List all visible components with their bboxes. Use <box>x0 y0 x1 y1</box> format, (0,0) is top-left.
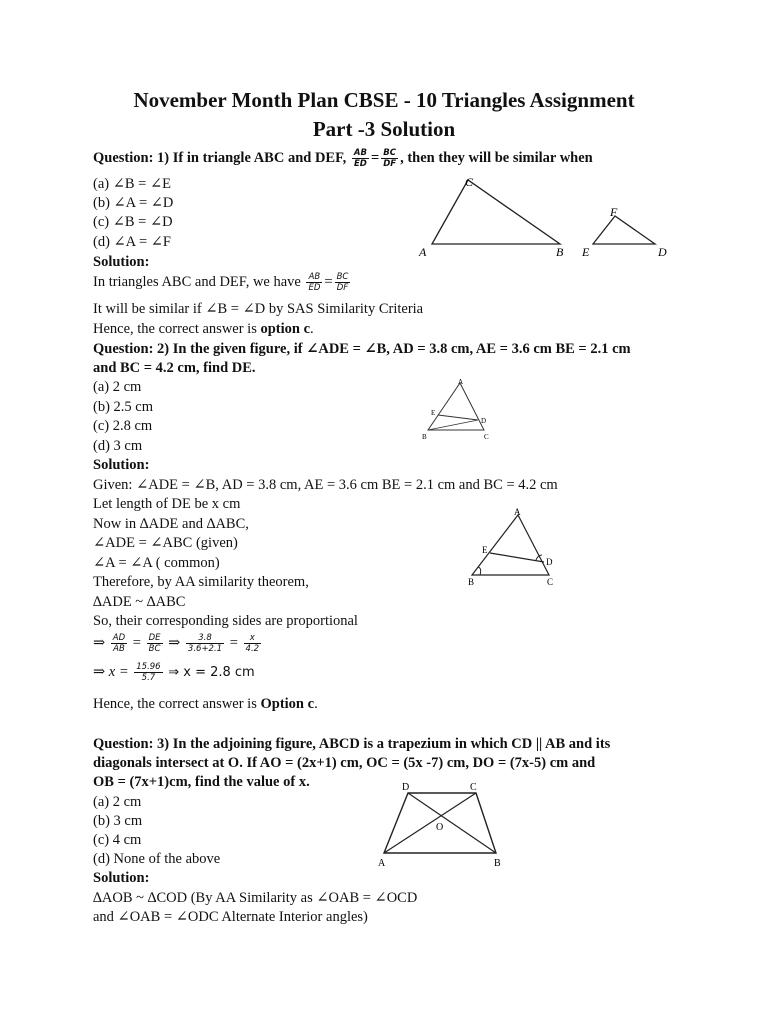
q1-solution-line2: It will be similar if ∠B = ∠D by SAS Similarity Criteria <box>93 301 424 317</box>
page-subtitle: Part -3 Solution <box>312 117 456 141</box>
svg-text:A: A <box>458 378 464 386</box>
svg-text:A: A <box>514 507 521 517</box>
q2-ratio-line: ⇒ $\frac{AD}{AB}$ = $\frac{DE}{BC}$ ⇒ $\frac{3.8}{3.6+2.1}$ = $\frac{x}{4.2}$ <box>93 633 260 654</box>
q1-frac-ab-ed: $\frac{AB}{ED}$ <box>353 148 367 169</box>
q3-question-line1: Question: 3) In the adjoining figure, ABCD is a trapezium in which CD || AB and its <box>93 736 611 752</box>
q1-triangles-figure <box>410 172 675 262</box>
q2-step-6: ∆ADE ~ ∆ABC <box>93 594 186 610</box>
q1-solution-line1: In triangles ABC and DEF, we have $\frac{AB}{ED}$ = $\frac{BC}{DF}$ <box>93 272 349 293</box>
svg-text:C: C <box>547 577 554 587</box>
q3-question-line3: OB = (7x+1)cm, find the value of x. <box>93 774 310 790</box>
svg-text:D: D <box>546 557 553 567</box>
svg-text:D: D <box>481 417 487 425</box>
page-title: November Month Plan CBSE - 10 Triangles Assignment <box>133 88 635 112</box>
q2-option-b: (b) 2.5 cm <box>93 399 153 415</box>
triangle-abc-small <box>428 383 487 430</box>
q3-option-c: (c) 4 cm <box>93 832 142 848</box>
svg-text:B: B <box>494 858 501 869</box>
q1-frac-bc-df: $\frac{BC}{DF}$ <box>383 148 397 169</box>
q1-option-d: (d) ∠A = ∠F <box>93 234 171 250</box>
q2-small-figure <box>418 375 498 445</box>
angle-b-arc <box>478 567 481 575</box>
q1-option-b: (b) ∠A = ∠D <box>93 195 174 211</box>
q2-step-1: Let length of DE be x cm <box>93 496 241 512</box>
q2-step-2: Now in ∆ADE and ∆ABC, <box>93 516 249 532</box>
q3-solution-line2: and ∠OAB = ∠ODC Alternate Interior angles) <box>93 909 368 925</box>
q3-solution-label: Solution: <box>93 870 150 886</box>
q2-result-line: ⇒ x = $\frac{15.96}{5.7}$ ⇒ x = 2.8 cm <box>93 662 255 683</box>
q3-option-d: (d) None of the above <box>93 851 221 867</box>
label-b: B <box>556 245 564 259</box>
q2-step-3: ∠ADE = ∠ABC (given) <box>93 535 238 551</box>
label-a: A <box>419 245 427 259</box>
label-d: D <box>658 245 667 259</box>
q2-question-line1: Question: 2) In the given figure, if ∠ADE = ∠B, AD = 3.8 cm, AE = 3.6 cm BE = 2.1 cm <box>93 341 631 357</box>
q2-given: Given: ∠ADE = ∠B, AD = 3.8 cm, AE = 3.6 cm BE = 2.1 cm and BC = 4.2 cm <box>93 477 558 493</box>
segment-de-large <box>490 553 544 562</box>
q2-step-4: ∠A = ∠A ( common) <box>93 555 220 571</box>
label-f: F <box>610 205 618 219</box>
svg-text:E: E <box>482 545 488 555</box>
q3-solution-line1: ∆AOB ~ ∆COD (By AA Similarity as ∠OAB = ∠OCD <box>93 890 418 906</box>
q3-trapezium-figure <box>372 780 512 872</box>
svg-text:E: E <box>431 409 436 417</box>
q2-step-7: So, their corresponding sides are proportional <box>93 613 358 629</box>
svg-text:C: C <box>484 433 489 441</box>
label-c: C <box>465 175 474 189</box>
diagonal-bd <box>408 793 496 853</box>
q2-step-5: Therefore, by AA similarity theorem, <box>93 574 309 590</box>
q1-option-c: (c) ∠B = ∠D <box>93 214 173 230</box>
triangle-def <box>593 216 655 244</box>
q1-solution-line3: Hence, the correct answer is option c. <box>93 321 314 337</box>
svg-text:B: B <box>468 577 475 587</box>
q2-option-d: (d) 3 cm <box>93 438 143 454</box>
svg-text:C: C <box>470 782 477 793</box>
diagonal-ac <box>384 793 476 853</box>
svg-text:A: A <box>378 858 386 869</box>
q2-large-figure <box>462 505 562 590</box>
q2-option-a: (a) 2 cm <box>93 379 142 395</box>
q1-option-a: (a) ∠B = ∠E <box>93 176 171 192</box>
q3-option-b: (b) 3 cm <box>93 813 143 829</box>
q2-solution-label: Solution: <box>93 457 150 473</box>
q3-option-a: (a) 2 cm <box>93 794 142 810</box>
svg-text:D: D <box>402 782 410 793</box>
segment-de-small <box>438 415 478 420</box>
q1-solution-label: Solution: <box>93 254 150 270</box>
svg-text:B: B <box>422 433 427 441</box>
q2-question-line2: and BC = 4.2 cm, find DE. <box>93 360 256 376</box>
label-e: E <box>582 245 590 259</box>
svg-text:O: O <box>436 822 444 833</box>
q2-option-c: (c) 2.8 cm <box>93 418 153 434</box>
q1-question: Question: 1) If in triangle ABC and DEF, $\frac{AB}{ED}$ = $\frac{BC}{DF}$ , then they will be similar when <box>93 148 593 169</box>
q2-answer: Hence, the correct answer is Option c. <box>93 696 318 712</box>
triangle-abc <box>432 180 560 244</box>
q3-question-line2: diagonals intersect at O. If AO = (2x+1) cm, OC = (5x -7) cm, DO = (7x-5) cm and <box>93 755 596 771</box>
